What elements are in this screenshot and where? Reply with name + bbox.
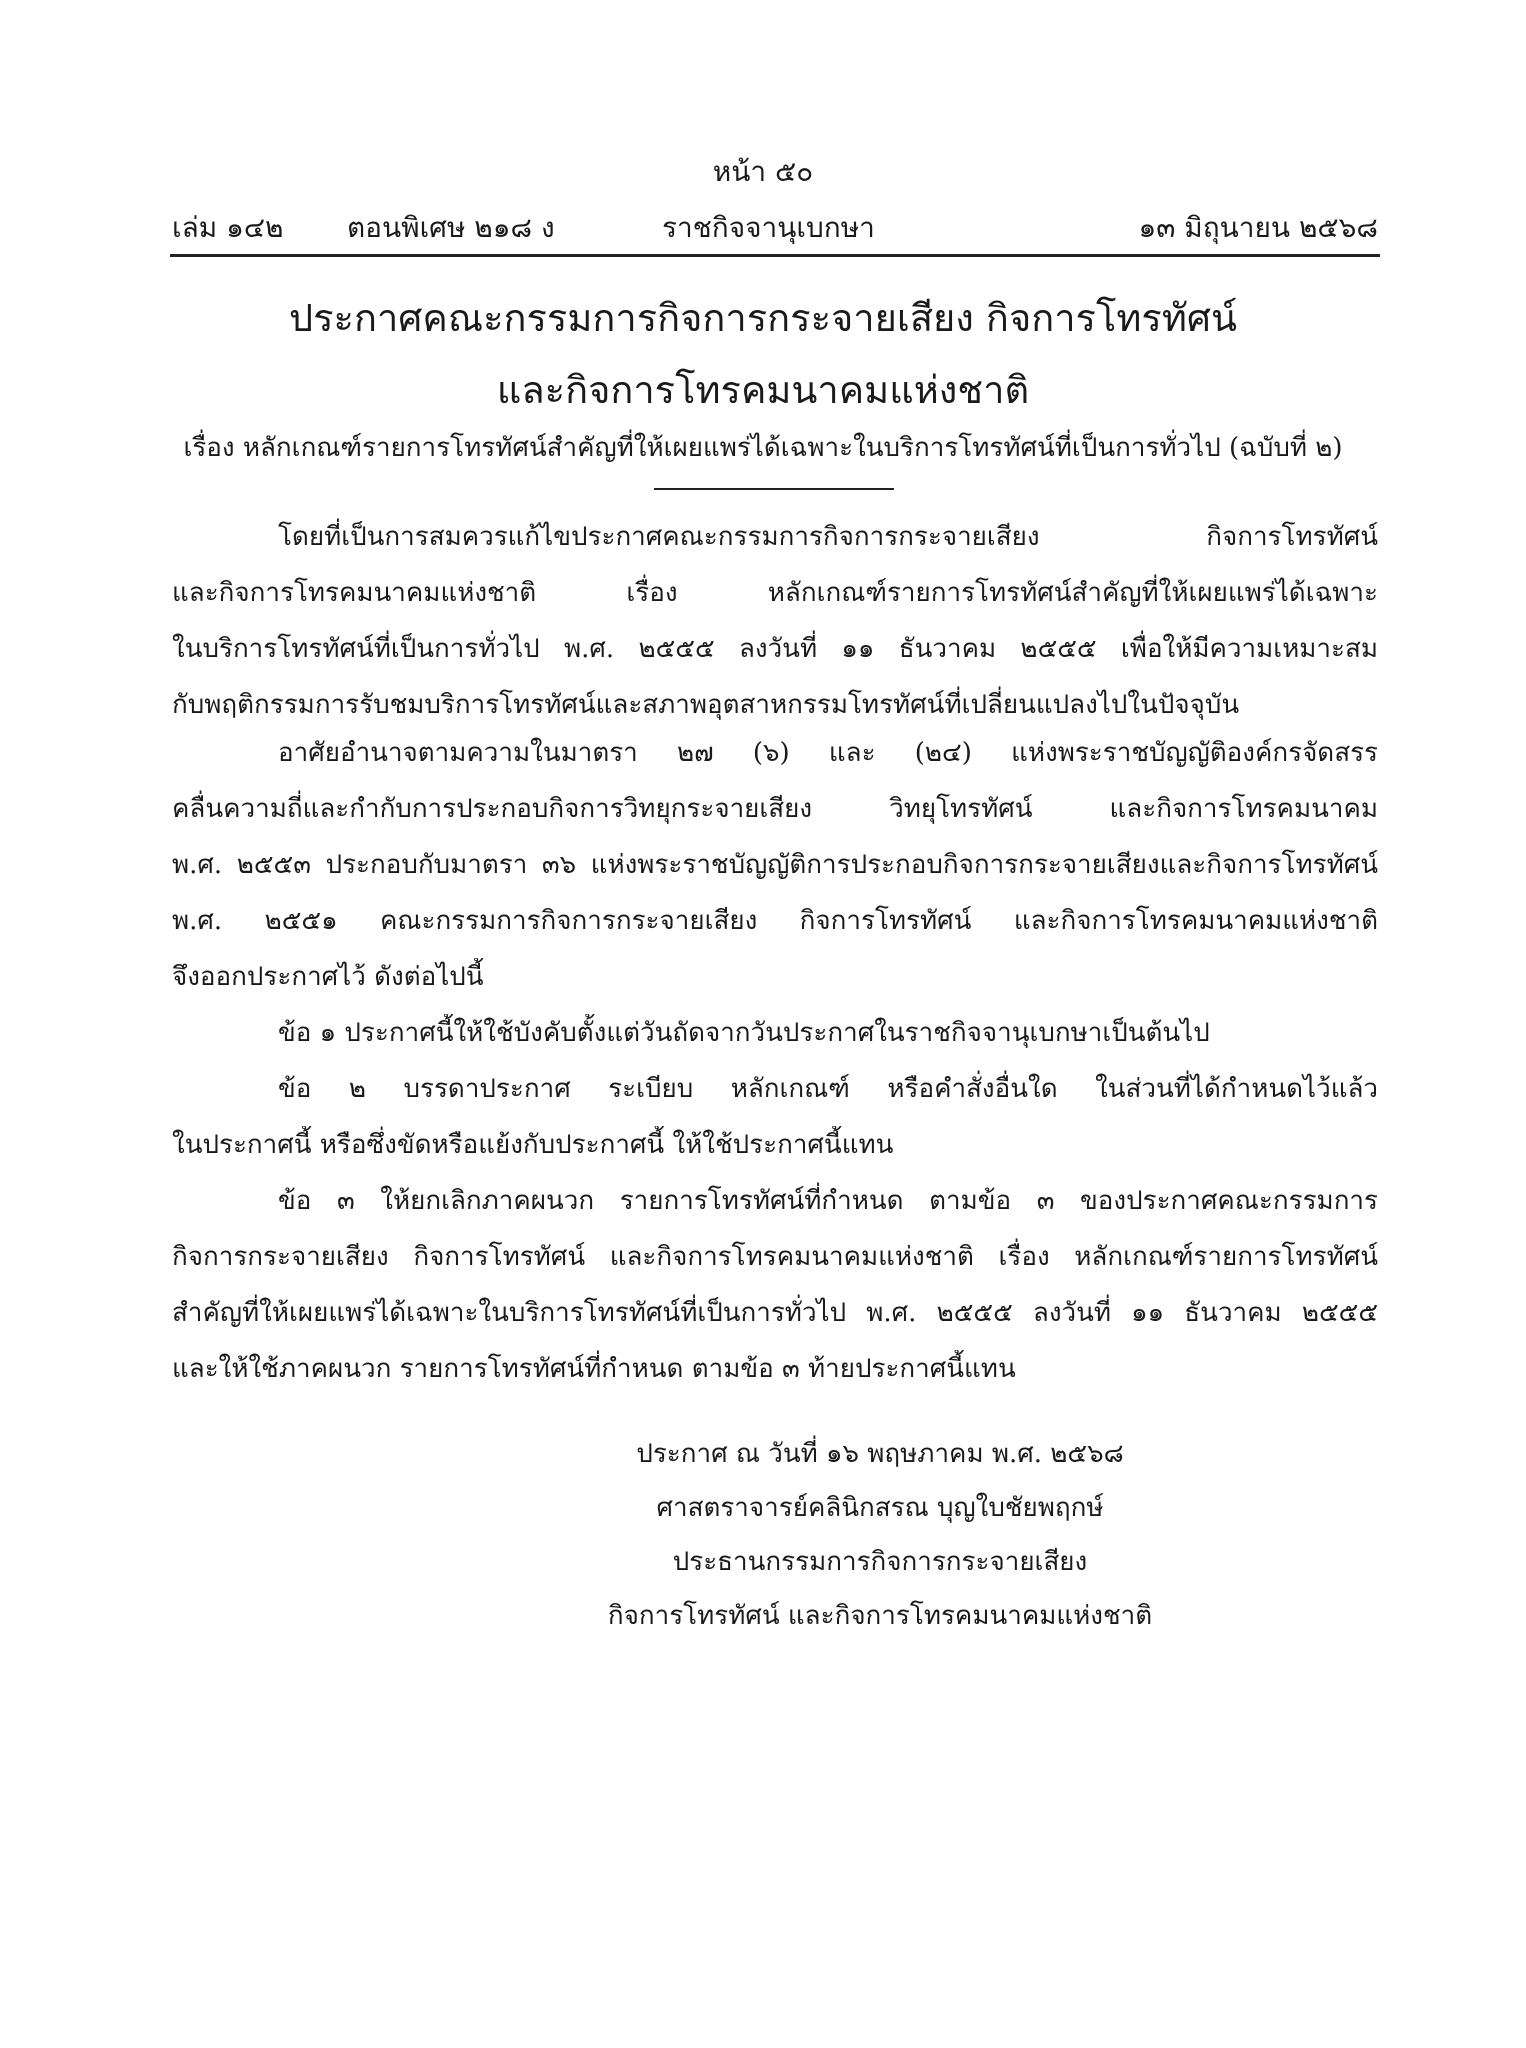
authority-line: อาศัยอำนาจตามความในมาตรา ๒๗ (๖) และ (๒๔) แห่งพระราชบัญญัติองค์กรจัดสรร <box>278 738 1378 768</box>
signatory-position: กิจการโทรทัศน์ และกิจการโทรคมนาคมแห่งชาติ <box>607 1601 1153 1631</box>
announcement-date: ประกาศ ณ วันที่ ๑๖ พฤษภาคม พ.ศ. ๒๕๖๘ <box>636 1439 1124 1469</box>
header-divider <box>170 254 1380 257</box>
preamble-line: กับพฤติกรรมการรับชมบริการโทรทัศน์และสภาพอุตสาหกรรมโทรทัศน์ที่เปลี่ยนแปลงไปในปัจจุบัน <box>172 690 1240 720</box>
clause-3-line: ข้อ ๓ ให้ยกเลิกภาคผนวก รายการโทรทัศน์ที่กำหนด ตามข้อ ๓ ของประกาศคณะกรรมการ <box>278 1186 1378 1216</box>
page-number: หน้า ๕๐ <box>712 155 814 188</box>
preamble-line: และกิจการโทรคมนาคมแห่งชาติ เรื่อง หลักเกณฑ์รายการโทรทัศน์สำคัญที่ให้เผยแพร่ได้เฉพาะ <box>172 578 1378 608</box>
clause-2-line: ในประกาศนี้ หรือซึ่งขัดหรือแย้งกับประกาศนี้ ให้ใช้ประกาศนี้แทน <box>172 1130 894 1160</box>
announcement-title-line-1: ประกาศคณะกรรมการกิจการกระจายเสียง กิจการโทรทัศน์ <box>289 296 1237 340</box>
issue-number: ตอนพิเศษ ๒๑๘ ง <box>347 211 555 244</box>
clause-3-line: กิจการกระจายเสียง กิจการโทรทัศน์ และกิจการโทรคมนาคมแห่งชาติ เรื่อง หลักเกณฑ์รายการโทรทัศน์ <box>172 1242 1378 1272</box>
gazette-name: ราชกิจจานุเบกษา <box>662 211 875 244</box>
clause-3-line: สำคัญที่ให้เผยแพร่ได้เฉพาะในบริการโทรทัศน์ที่เป็นการทั่วไป พ.ศ. ๒๕๕๕ ลงวันที่ ๑๑ ธันวาคม ๒๕๕๕ <box>172 1298 1378 1328</box>
volume-number: เล่ม ๑๔๒ <box>172 211 284 244</box>
publication-date: ๑๓ มิถุนายน ๒๕๖๘ <box>1138 211 1378 244</box>
announcement-title-line-2: และกิจการโทรคมนาคมแห่งชาติ <box>496 368 1030 412</box>
clause-2-line: ข้อ ๒ บรรดาประกาศ ระเบียบ หลักเกณฑ์ หรือคำสั่งอื่นใด ในส่วนที่ได้กำหนดไว้แล้ว <box>278 1074 1378 1104</box>
signatory-position: ประธานกรรมการกิจการกระจายเสียง <box>672 1547 1088 1577</box>
authority-line: พ.ศ. ๒๕๕๑ คณะกรรมการกิจการกระจายเสียง กิจการโทรทัศน์ และกิจการโทรคมนาคมแห่งชาติ <box>172 906 1378 936</box>
signatory-name: ศาสตราจารย์คลินิกสรณ บุญใบชัยพฤกษ์ <box>656 1493 1104 1523</box>
clause-1-line: ข้อ ๑ ประกาศนี้ให้ใช้บังคับตั้งแต่วันถัดจากวันประกาศในราชกิจจานุเบกษาเป็นต้นไป <box>278 1018 1210 1048</box>
clause-3-line: และให้ใช้ภาคผนวก รายการโทรทัศน์ที่กำหนด ตามข้อ ๓ ท้ายประกาศนี้แทน <box>172 1354 1016 1384</box>
title-divider <box>654 488 894 490</box>
preamble-line: โดยที่เป็นการสมควรแก้ไขประกาศคณะกรรมการกิจการกระจายเสียง กิจการโทรทัศน์ <box>278 522 1378 552</box>
announcement-subject: เรื่อง หลักเกณฑ์รายการโทรทัศน์สำคัญที่ให้เผยแพร่ได้เฉพาะในบริการโทรทัศน์ที่เป็นการทั่วไป (ฉบับที่ ๒) <box>183 433 1343 463</box>
authority-line: พ.ศ. ๒๕๕๓ ประกอบกับมาตรา ๓๖ แห่งพระราชบัญญัติการประกอบกิจการกระจายเสียงและกิจการโทรทัศน์ <box>172 850 1378 880</box>
preamble-line: ในบริการโทรทัศน์ที่เป็นการทั่วไป พ.ศ. ๒๕๕๕ ลงวันที่ ๑๑ ธันวาคม ๒๕๕๕ เพื่อให้มีความเหมาะสม <box>172 634 1378 664</box>
gazette-header <box>172 208 1378 248</box>
authority-line: คลื่นความถี่และกำกับการประกอบกิจการวิทยุกระจายเสียง วิทยุโทรทัศน์ และกิจการโทรคมนาคม <box>172 794 1378 824</box>
authority-line: จึงออกประกาศไว้ ดังต่อไปนี้ <box>172 962 484 992</box>
